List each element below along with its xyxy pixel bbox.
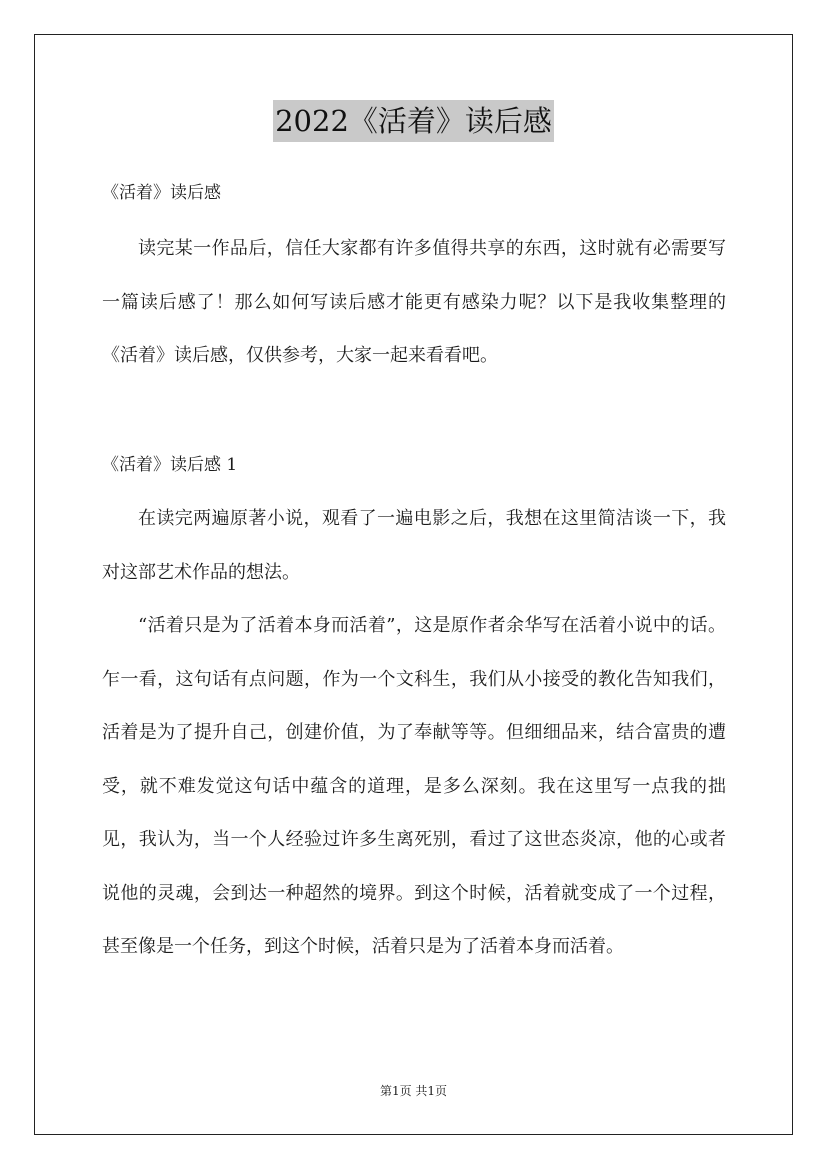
- document-title: 2022《活着》读后感: [273, 100, 554, 142]
- page-footer: 第1页 共1页: [379, 1084, 448, 1098]
- section1-paragraph-1: 在读完两遍原著小说，观看了一遍电影之后，我想在这里简洁谈一下，我对这部艺术作品的想法。: [102, 508, 726, 583]
- intro-heading: 《活着》读后感: [102, 183, 221, 203]
- intro-paragraph: 读完某一作品后，信任大家都有许多值得共享的东西，这时就有必需要写一篇读后感了！那么如何写读后感才能更有感染力呢？以下是我收集整理的《活着》读后感，仅供参考，大家一起来看看吧。: [102, 238, 726, 366]
- title-container: [0, 100, 827, 142]
- section1-paragraph-2: “活着只是为了活着本身而活着”，这是原作者余华写在活着小说中的话。乍一看，这句话有点问题，作为一个文科生，我们从小接受的教化告知我们，活着是为了提升自己，创建价值，为了奉献等等。但细细品来，结合富贵的遭受，就不难发觉这句话中蕴含的道理，是多么深刻。我在这里写一点我的拙见，我认为，当一个人经验过许多生离死别，看过了这世态炎凉，他的心或者说他的灵魂，会到达一种超然的境界。到这个时候，活着就变成了一个过程，甚至像是一个任务，到这个时候，活着只是为了活着本身而活着。: [102, 615, 726, 957]
- section1-heading: 《活着》读后感 1: [102, 455, 238, 475]
